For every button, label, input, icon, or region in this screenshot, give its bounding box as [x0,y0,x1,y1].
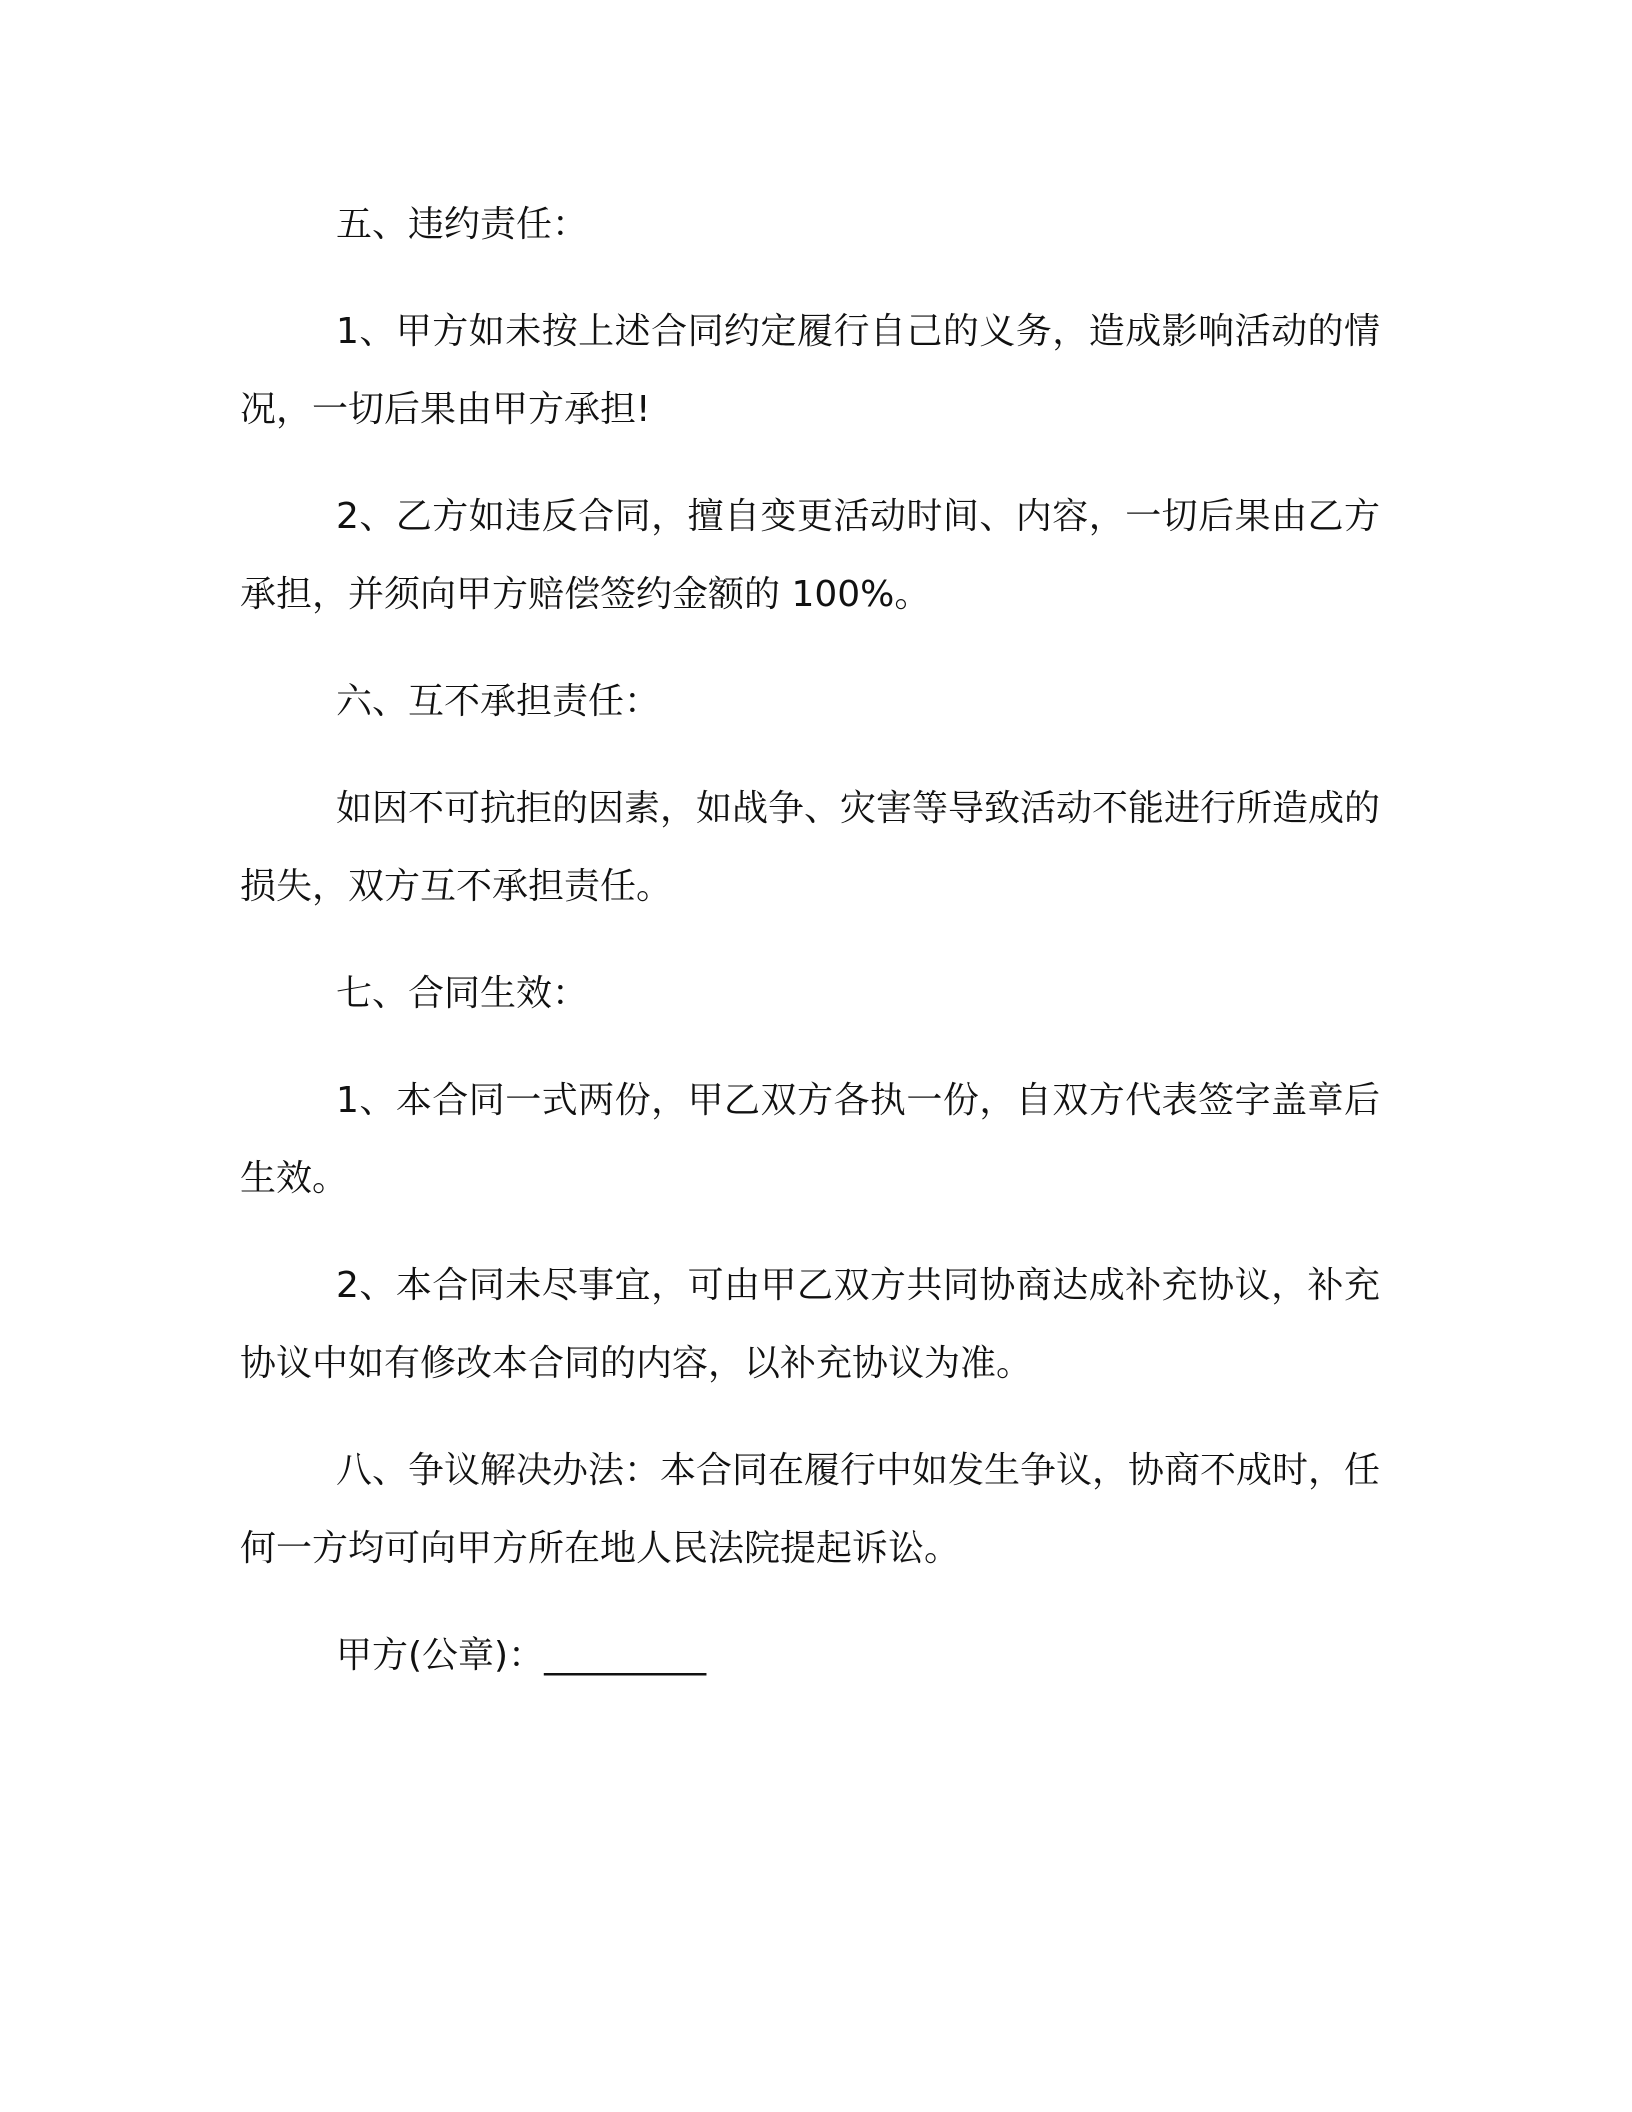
signature-label: 甲方(公章)： [336,1635,545,1676]
clause-breach-party-b: 2、乙方如违反合同，擅自变更活动时间、内容，一切后果由乙方承担，并须向甲方赔偿签约金额的 100%。 [240,496,1380,615]
section-heading-effectiveness: 七、合同生效： [336,973,589,1014]
clause-force-majeure: 如因不可抗拒的因素，如战争、灾害等导致活动不能进行所造成的损失，双方互不承担责任。 [240,788,1381,907]
section-heading-breach: 五、违约责任： [336,204,589,245]
clause-breach-party-a: 1、甲方如未按上述合同约定履行自己的义务，造成影响活动的情况，一切后果由甲方承担! [240,311,1380,430]
clause-effectiveness-copies: 1、本合同一式两份，甲乙双方各执一份，自双方代表签字盖章后生效。 [240,1080,1380,1199]
section-heading-force-majeure: 六、互不承担责任： [336,681,661,722]
signature-party-a [240,1617,1380,1695]
clause-effectiveness-supplement: 2、本合同未尽事宜，可由甲乙双方共同协商达成补充协议，补充协议中如有修改本合同的内容，以补充协议为准。 [240,1265,1380,1384]
document-body [240,186,1380,1724]
signature-blank: _________ [544,1635,707,1676]
section-dispute-resolution: 八、争议解决办法：本合同在履行中如发生争议，协商不成时，任何一方均可向甲方所在地人民法院提起诉讼。 [240,1450,1381,1569]
